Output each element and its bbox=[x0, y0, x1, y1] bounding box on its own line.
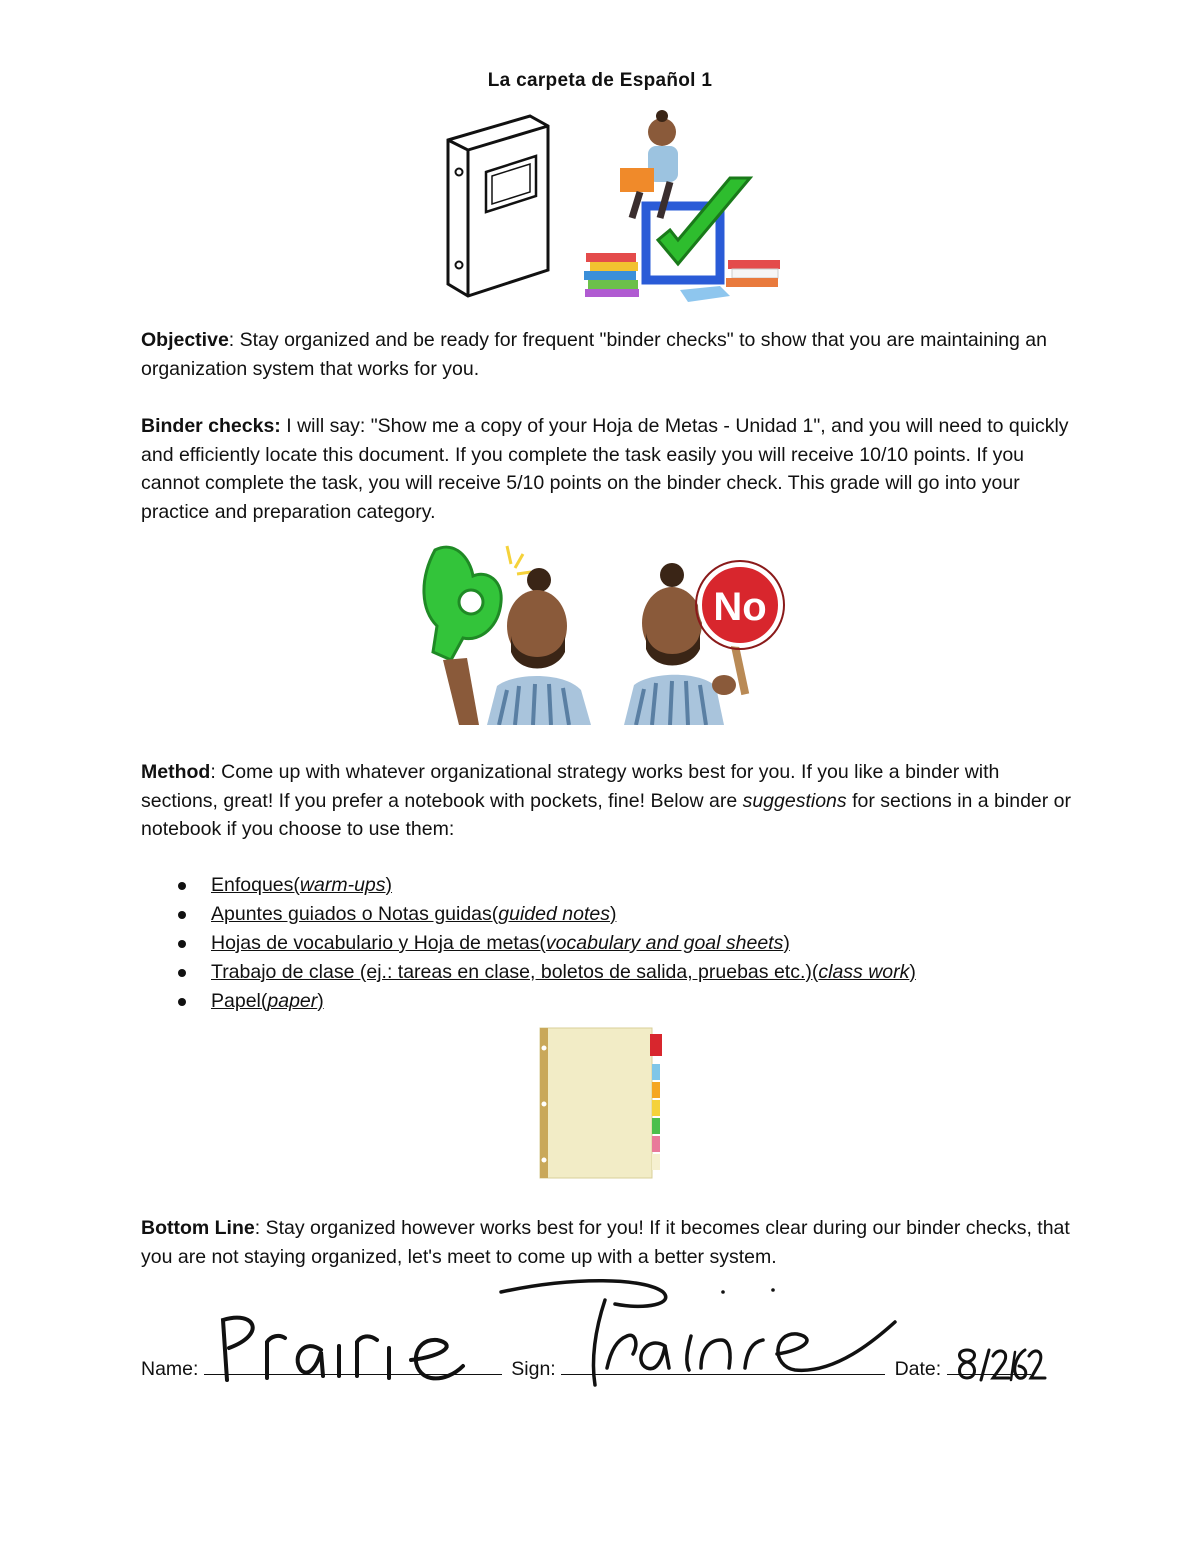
list-item bbox=[141, 958, 1101, 987]
section-english: paper bbox=[267, 990, 318, 1012]
binder-checks-paragraph bbox=[141, 412, 1071, 526]
sign-label: Sign: bbox=[511, 1358, 556, 1380]
section-spanish: Trabajo de clase (ej.: tareas en clase, boletos de salida, pruebas etc.)( bbox=[211, 961, 819, 983]
section-spanish: Hojas de vocabulario y Hoja de metas( bbox=[211, 932, 546, 954]
section-english: vocabulary and goal sheets bbox=[545, 932, 784, 954]
binder-icon bbox=[440, 110, 555, 300]
ok-hand-foam-icon bbox=[415, 540, 600, 725]
section-item-text bbox=[211, 990, 324, 1012]
section-item-text bbox=[211, 932, 790, 954]
objective-label: Objective bbox=[141, 329, 229, 351]
binder-checks-text: I will say: "Show me a copy of your Hoja de Metas - Unidad 1", and you will need to quickly and efficiently locate this document. If you complete the task easily you will receive 10/10 points. If you cannot complete the task, you will receive 5/10 points on the binder check. This grade will go into your practice and preparation category. bbox=[141, 415, 1069, 523]
section-spanish: Enfoques( bbox=[211, 874, 300, 896]
section-item-text bbox=[211, 903, 616, 925]
method-text-before: : Come up with whatever organizational strategy works best for you. If you like a binder with sections, great! If you prefer a notebook with pockets, fine! Below are bbox=[141, 761, 1000, 812]
tab-dividers-icon bbox=[538, 1026, 668, 1181]
signature-row bbox=[141, 1356, 1031, 1381]
page-title: La carpeta de Español 1 bbox=[487, 70, 713, 91]
sections-list bbox=[141, 871, 1101, 1016]
bottom-line-label: Bottom Line bbox=[141, 1217, 255, 1239]
section-close: ) bbox=[385, 874, 393, 896]
name-label: Name: bbox=[141, 1358, 199, 1380]
section-close: ) bbox=[609, 903, 617, 925]
section-close: ) bbox=[909, 961, 916, 983]
section-english: guided notes bbox=[498, 903, 610, 925]
bottom-line-paragraph bbox=[141, 1214, 1076, 1271]
date-label: Date: bbox=[894, 1358, 942, 1380]
bottom-line-text: : Stay organized however works best for you! If it becomes clear during our binder checks, that you are not staying organized, let's meet to come up with a better system. bbox=[141, 1217, 1070, 1268]
list-item bbox=[141, 871, 1101, 900]
no-sign-text: No bbox=[713, 585, 767, 629]
no-sign-icon bbox=[620, 545, 785, 725]
section-english: class work bbox=[818, 961, 910, 983]
sign-field[interactable] bbox=[561, 1356, 885, 1375]
section-close: ) bbox=[783, 932, 790, 954]
section-item-text bbox=[211, 961, 916, 983]
section-close: ) bbox=[317, 990, 324, 1012]
section-spanish: Apuntes guiados o Notas guidas( bbox=[211, 903, 499, 925]
section-spanish: Papel( bbox=[211, 990, 268, 1012]
list-item bbox=[141, 900, 1101, 929]
objective-text: : Stay organized and be ready for frequent "binder checks" to show that you are maintaining an organization system that works for you. bbox=[141, 329, 1047, 380]
objective-paragraph bbox=[141, 326, 1071, 383]
check-box-icon bbox=[580, 108, 790, 308]
list-item bbox=[141, 987, 1101, 1016]
section-item-text bbox=[211, 874, 392, 896]
list-item bbox=[141, 929, 1101, 958]
method-text-after: for sections in a binder or notebook if you choose to use them: bbox=[141, 789, 1072, 841]
method-paragraph bbox=[141, 758, 1076, 844]
date-field[interactable] bbox=[947, 1356, 1031, 1375]
section-english: warm-ups bbox=[299, 874, 386, 896]
method-emphasis: suggestions bbox=[742, 789, 847, 812]
method-label: Method bbox=[141, 761, 211, 783]
binder-checks-label: Binder checks: bbox=[141, 415, 281, 437]
name-field[interactable] bbox=[204, 1356, 502, 1375]
